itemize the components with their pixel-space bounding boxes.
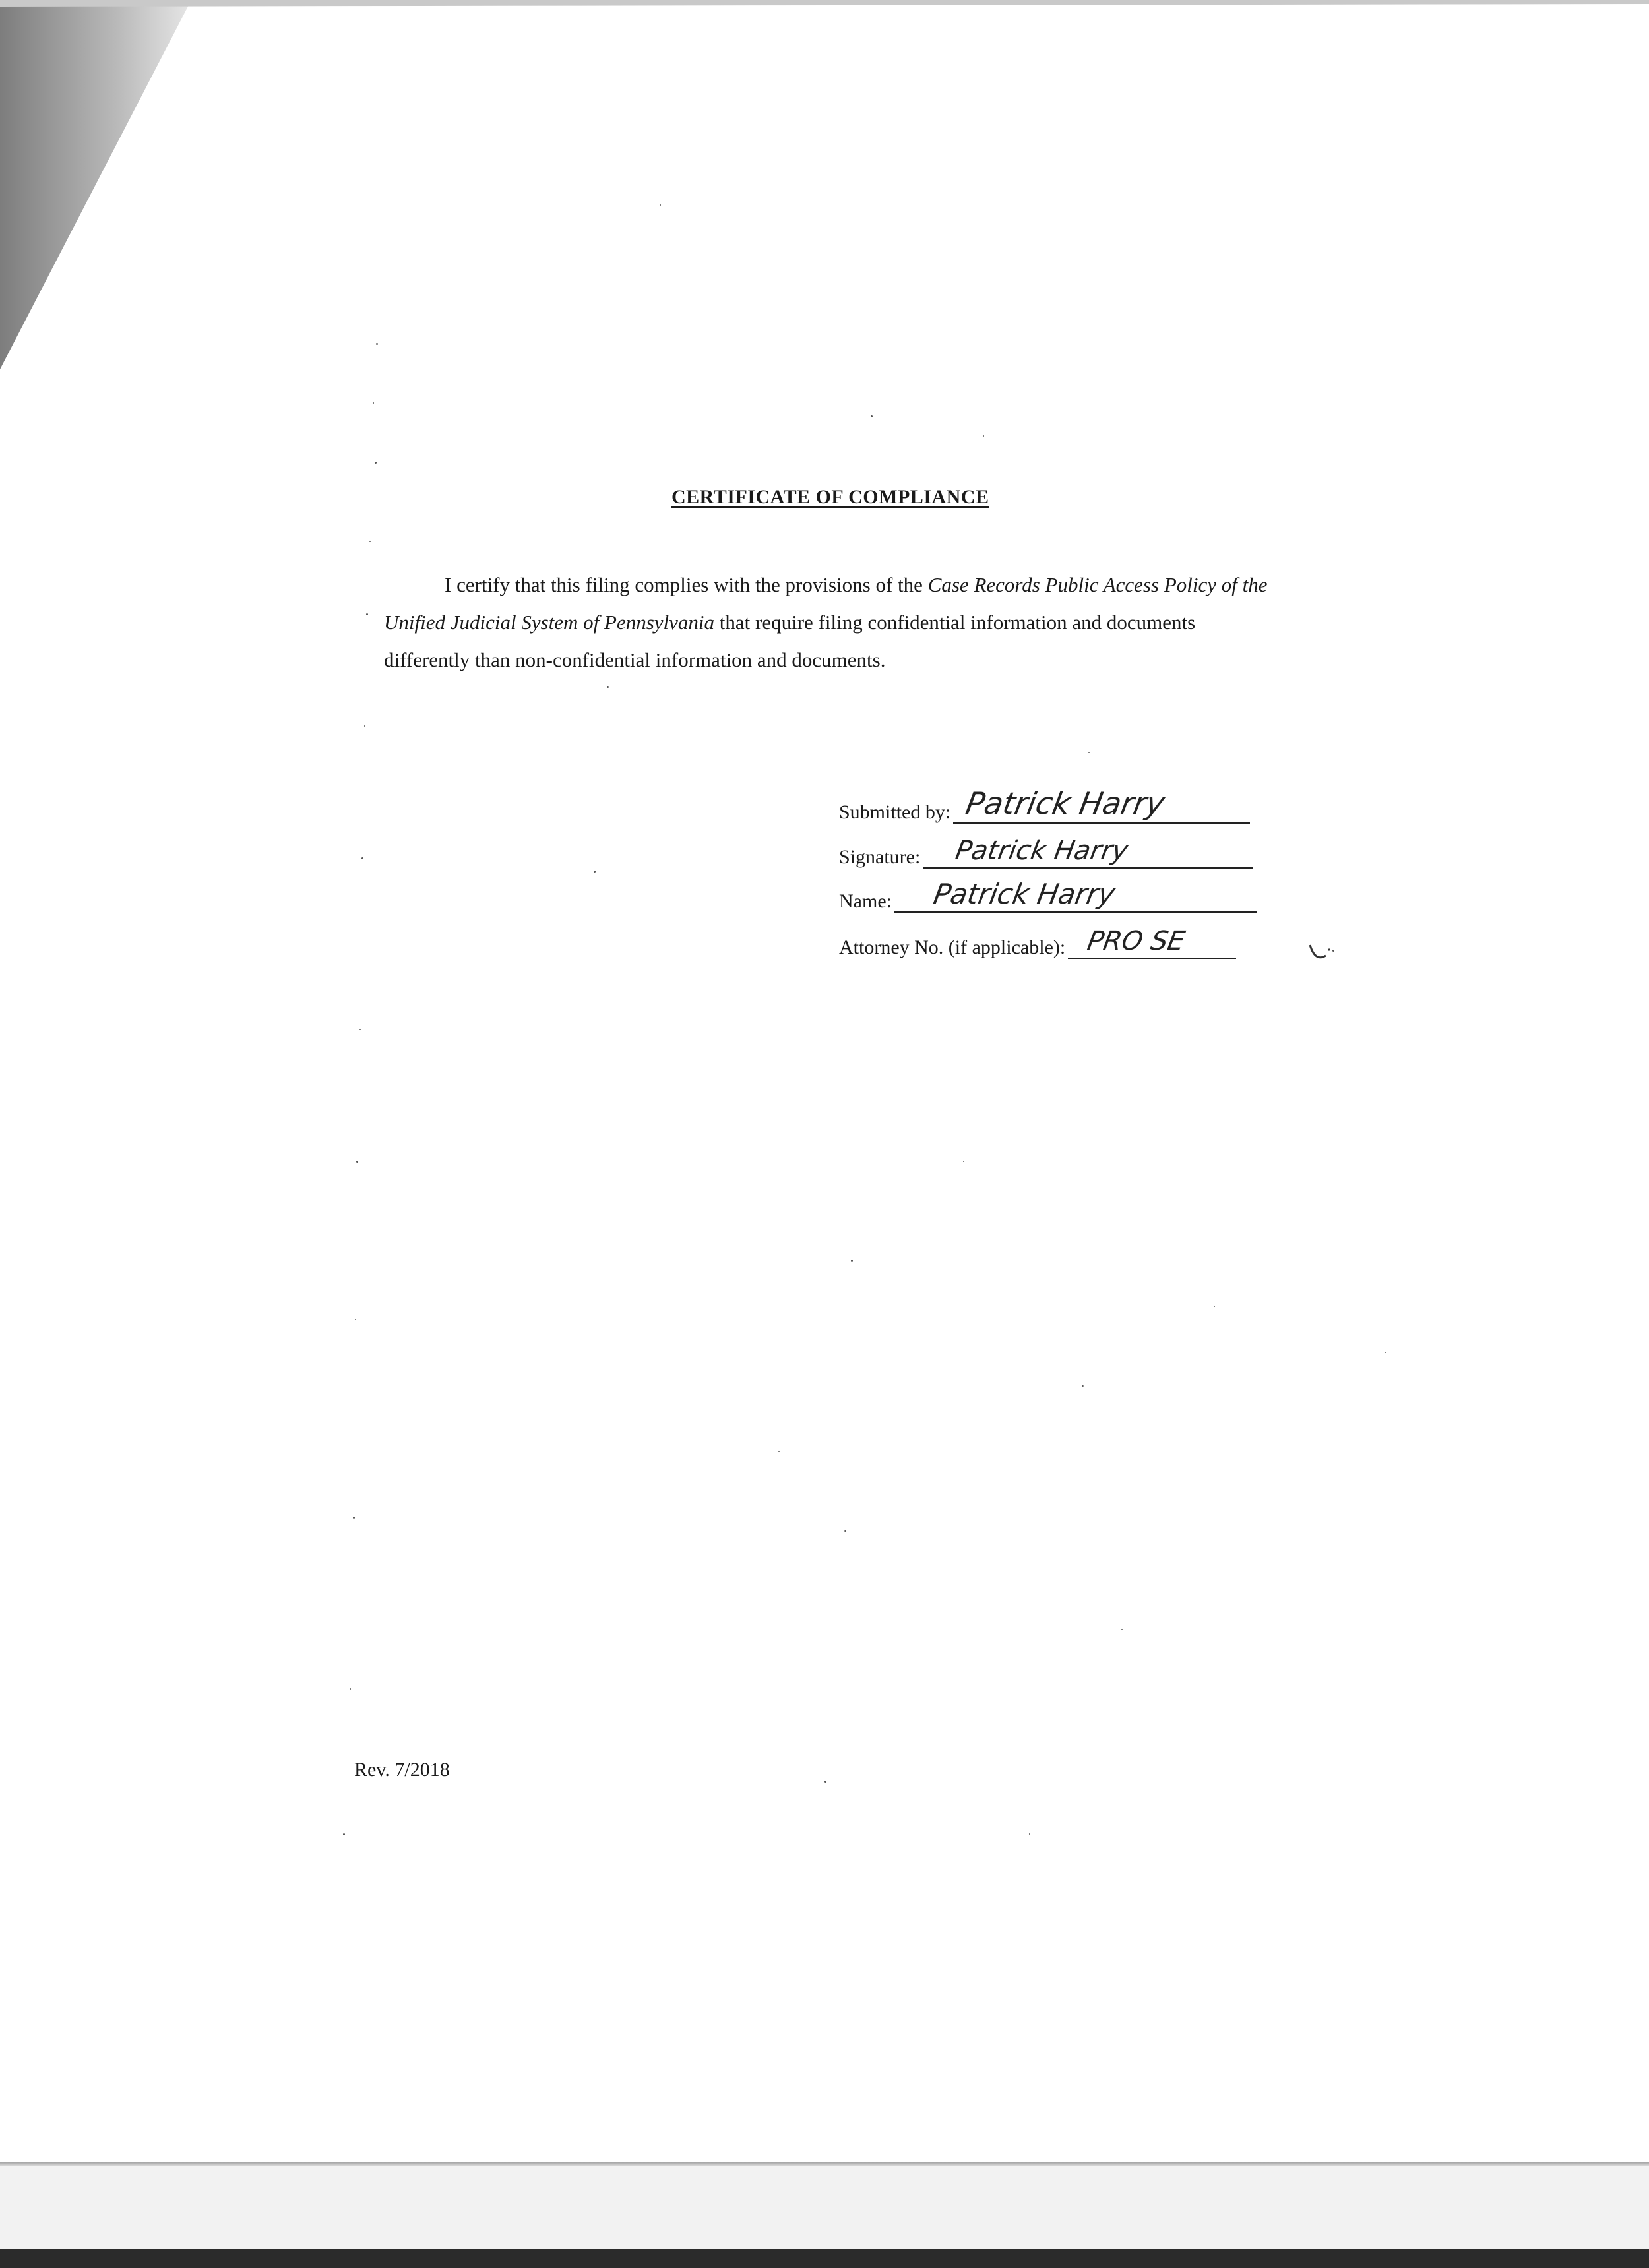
attorney-number-handwriting: PRO SE bbox=[1085, 926, 1188, 956]
submitted-by-line bbox=[953, 785, 1250, 824]
submitted-by-handwriting: Patrick Harry bbox=[963, 785, 1167, 821]
check-mark bbox=[1306, 940, 1339, 966]
body-text-end: that require filing confidential information and documents differently than non-confidential information and documents. bbox=[384, 611, 1196, 671]
name-row bbox=[839, 878, 1257, 913]
body-text-start: I certify that this filing complies with the provisions of the bbox=[445, 573, 928, 596]
certification-paragraph bbox=[384, 566, 1268, 679]
revision-date: Rev. 7/2018 bbox=[354, 1759, 450, 1781]
name-line bbox=[894, 878, 1257, 913]
attorney-number-line bbox=[1068, 926, 1236, 959]
signature-handwriting: Patrick Harry bbox=[953, 836, 1131, 866]
signature-label: Signature: bbox=[839, 846, 921, 868]
policy-name: Case Records Public Access Policy of the Unified Judicial System of Pennsylvania bbox=[384, 573, 1268, 634]
signature-row bbox=[839, 836, 1253, 869]
attorney-number-row bbox=[839, 926, 1236, 959]
signature-line bbox=[923, 836, 1253, 869]
scanner-dark-strip bbox=[0, 2249, 1649, 2268]
document-title: CERTIFICATE OF COMPLIANCE bbox=[671, 486, 989, 508]
attorney-number-label: Attorney No. (if applicable): bbox=[839, 936, 1066, 958]
submitted-by-label: Submitted by: bbox=[839, 801, 951, 823]
scanner-background-band bbox=[0, 2166, 1649, 2249]
name-label: Name: bbox=[839, 890, 892, 912]
submitted-by-row bbox=[839, 785, 1250, 824]
name-handwriting: Patrick Harry bbox=[931, 878, 1118, 910]
